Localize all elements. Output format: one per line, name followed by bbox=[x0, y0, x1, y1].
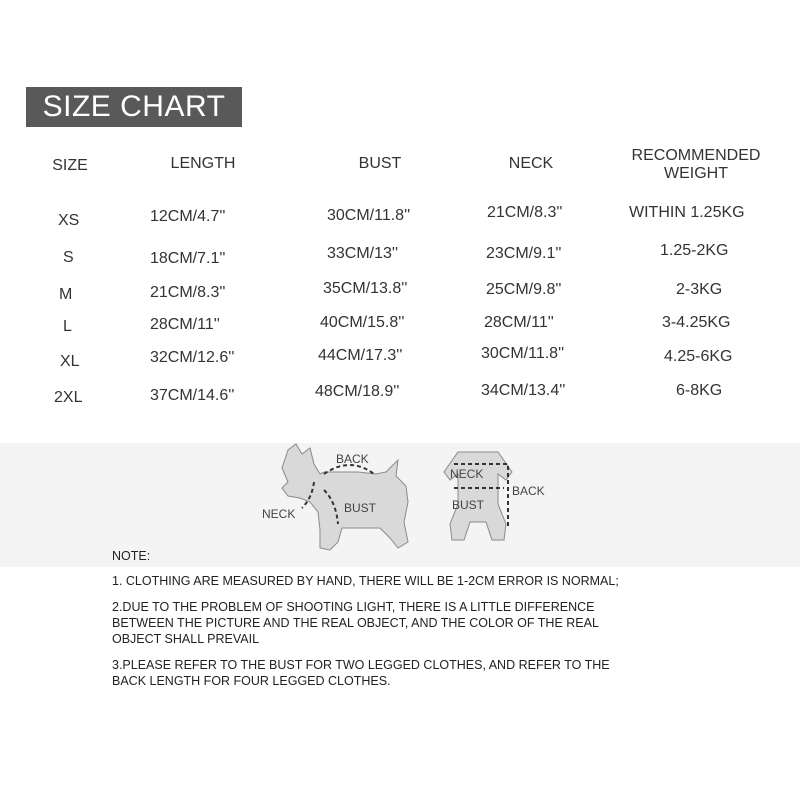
cell-size: S bbox=[63, 249, 74, 266]
cell-bust: 33CM/13'' bbox=[327, 245, 399, 262]
garment-back-label: BACK bbox=[512, 484, 545, 498]
cell-size: 2XL bbox=[54, 389, 83, 406]
cell-length: 21CM/8.3'' bbox=[150, 284, 226, 301]
cell-size: M bbox=[59, 286, 73, 303]
cell-neck: 25CM/9.8'' bbox=[486, 281, 562, 298]
cell-bust: 30CM/11.8'' bbox=[327, 207, 411, 224]
cell-length: 37CM/14.6'' bbox=[150, 387, 235, 404]
header-bust: BUST bbox=[358, 155, 402, 172]
cell-length: 18CM/7.1'' bbox=[150, 250, 226, 267]
cell-bust: 35CM/13.8'' bbox=[323, 280, 408, 297]
header-length: LENGTH bbox=[170, 155, 236, 172]
cell-neck: 30CM/11.8'' bbox=[481, 345, 565, 362]
cell-size: L bbox=[63, 318, 72, 335]
dog-back-label: BACK bbox=[336, 452, 369, 466]
size-chart-title: SIZE CHART bbox=[26, 87, 242, 127]
cell-weight: 1.25-2KG bbox=[660, 242, 729, 259]
cell-weight: 6-8KG bbox=[676, 382, 723, 399]
cell-length: 12CM/4.7'' bbox=[150, 208, 226, 225]
cell-neck: 23CM/9.1'' bbox=[486, 245, 562, 262]
cell-weight: 2-3KG bbox=[676, 281, 723, 298]
header-weight: WEIGHT bbox=[664, 165, 728, 182]
garment-neck-label: NECK bbox=[450, 467, 484, 481]
cell-neck: 28CM/11'' bbox=[484, 314, 554, 331]
cell-weight: 4.25-6KG bbox=[664, 348, 733, 365]
garment-silhouette bbox=[444, 452, 512, 540]
cell-weight: 3-4.25KG bbox=[662, 314, 731, 331]
note-item-3: 3.PLEASE REFER TO THE BUST FOR TWO LEGGED CLOTHES, AND REFER TO THE BACK LENGTH FOR FOUR LEGGED CLOTHES. bbox=[112, 658, 610, 688]
header-size: SIZE bbox=[52, 157, 88, 174]
dog-neck-label: NECK bbox=[262, 507, 296, 521]
cell-bust: 48CM/18.9'' bbox=[315, 383, 400, 400]
cell-bust: 40CM/15.8'' bbox=[320, 314, 405, 331]
dog-measurement-diagram bbox=[258, 442, 418, 552]
cell-size: XL bbox=[60, 353, 80, 370]
cell-size: XS bbox=[58, 212, 80, 229]
note-item-2: 2.DUE TO THE PROBLEM OF SHOOTING LIGHT, THERE IS A LITTLE DIFFERENCE BETWEEN THE PICTURE AND THE REAL OBJECT, AND THE COLOR OF THE REAL OBJECT SHALL PREVAIL bbox=[112, 600, 599, 646]
note-item-1: 1. CLOTHING ARE MEASURED BY HAND, THERE WILL BE 1-2CM ERROR IS NORMAL; bbox=[112, 574, 619, 588]
header-recommended: RECOMMENDED bbox=[631, 147, 761, 164]
dog-bust-label: BUST bbox=[344, 501, 377, 515]
cell-length: 32CM/12.6'' bbox=[150, 349, 235, 366]
cell-weight: WITHIN 1.25KG bbox=[629, 204, 745, 221]
garment-bust-label: BUST bbox=[452, 498, 485, 512]
cell-length: 28CM/11'' bbox=[150, 316, 220, 333]
cell-neck: 34CM/13.4'' bbox=[481, 382, 566, 399]
garment-measurement-diagram bbox=[420, 448, 560, 548]
cell-neck: 21CM/8.3'' bbox=[487, 204, 563, 221]
header-neck: NECK bbox=[508, 155, 554, 172]
cell-bust: 44CM/17.3'' bbox=[318, 347, 403, 364]
note-heading: NOTE: bbox=[112, 549, 151, 563]
